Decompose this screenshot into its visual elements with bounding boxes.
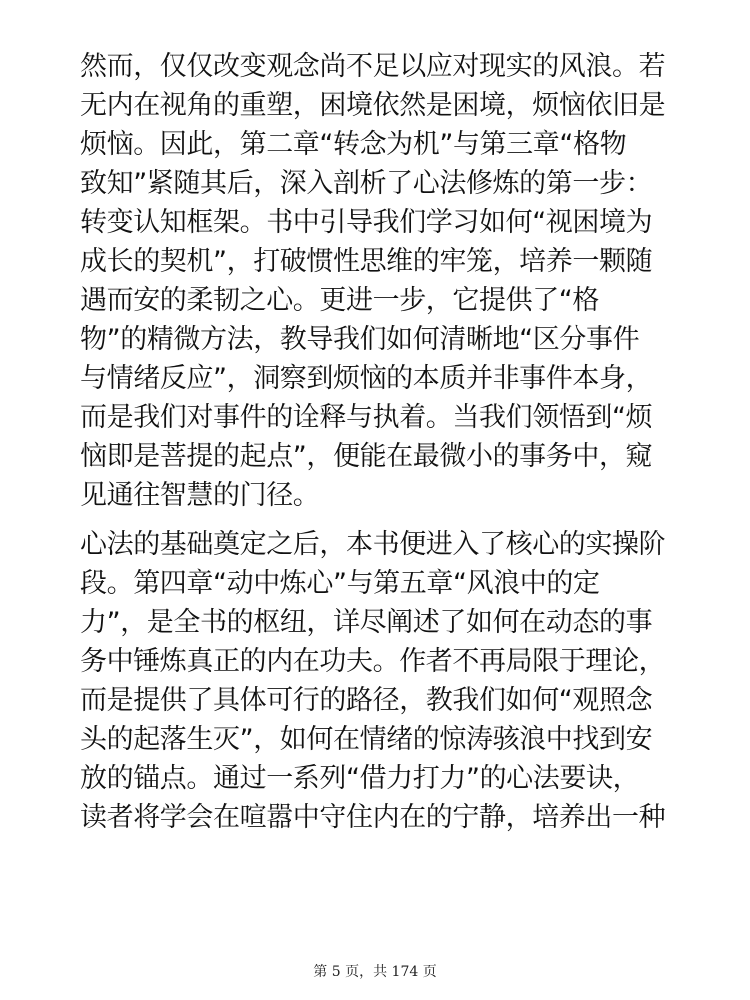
- text-line: 而是提供了具体可行的路径，教我们如何“观照念: [80, 685, 653, 716]
- text-line: 见通往智慧的门径。: [80, 480, 320, 511]
- text-line: 恼即是菩提的起点”，便能在最微小的事务中，窥: [80, 441, 653, 472]
- text-line: 遇而安的柔韧之心。更进一步，它提供了“格: [80, 285, 599, 316]
- page-number-footer: 第 5 页，共 174 页: [313, 964, 437, 980]
- paragraph: [80, 47, 680, 515]
- text-line: 段。第四章“动中炼心”与第五章“风浪中的定: [80, 568, 600, 599]
- paragraph-spacer: [80, 515, 680, 525]
- text-line: 而是我们对事件的诠释与执着。当我们领悟到“烦: [80, 402, 653, 433]
- text-line: 放的锚点。通过一系列“借力打力”的心法要诀，: [80, 763, 640, 794]
- text-line: 头的起落生灭”，如何在情绪的惊涛骇浪中找到安: [80, 724, 653, 755]
- text-line: 烦恼。因此，第二章“转念为机”与第三章“格物: [80, 129, 627, 160]
- body-text: [80, 47, 680, 837]
- text-line: 读者将学会在喧嚣中守住内在的宁静，培养出一种: [80, 802, 666, 833]
- text-line: 务中锤炼真正的内在功夫。作者不再局限于理论，: [80, 646, 666, 677]
- text-line: 然而，仅仅改变观念尚不足以应对现实的风浪。若: [80, 51, 666, 82]
- text-line: 物”的精微方法，教导我们如何清晰地“区分事件: [80, 324, 640, 355]
- text-line: 力”，是全书的枢纽，详尽阐述了如何在动态的事: [80, 607, 653, 638]
- text-line: 转变认知框架。书中引导我们学习如何“视困境为: [80, 207, 653, 238]
- paragraph: [80, 525, 680, 837]
- text-line: 成长的契机”，打破惯性思维的牢笼，培养一颗随: [80, 246, 653, 277]
- text-line: 心法的基础奠定之后，本书便进入了核心的实操阶: [80, 529, 666, 560]
- text-line: 与情绪反应”，洞察到烦恼的本质并非事件本身，: [80, 363, 653, 394]
- text-line: 致知”紧随其后，深入剖析了心法修炼的第一步：: [80, 168, 653, 199]
- text-line: 无内在视角的重塑，困境依然是困境，烦恼依旧是: [80, 90, 666, 121]
